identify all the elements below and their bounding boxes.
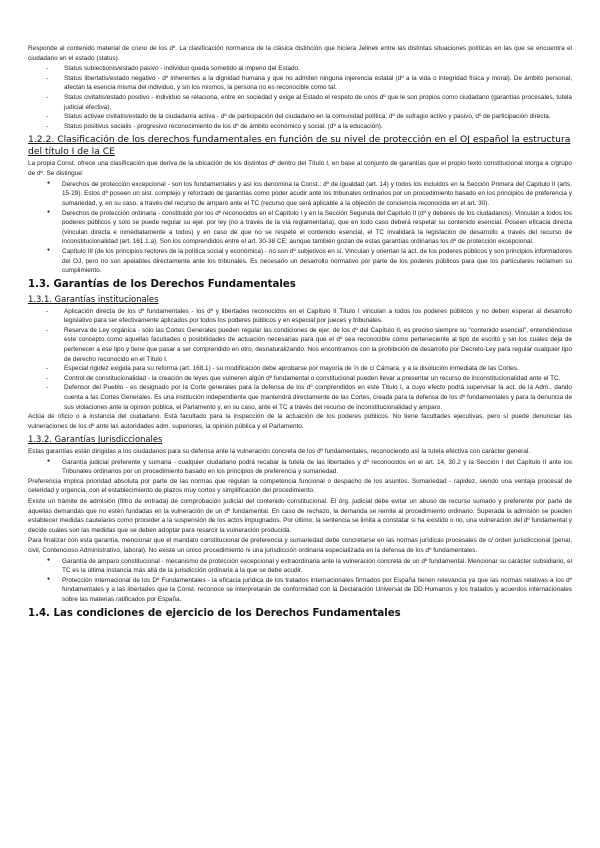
list-item: - Status positivus socialis - progresivo reconocimiento de los dº de ámbito económico y social. (dº a la educación).: [28, 122, 572, 132]
list-item: ● Garantía judicial preferente y sumaria - cualquier ciudadano podrá recabar la tutela de las libertades y dº reconocidos en el art. 14, 30.2 y la Sección I del Capítulo II ante los Tribunales ordinarios por un procedimiento basado en los principios de preferencia y sumariedad.: [28, 458, 572, 477]
list-item: ● Protección internacional de los Dº Fundamentales - la eficacia jurídica de los tratados internacionales firmados por España tienen relevancia ya que las normas relativas a los dº fundamentales y a las libertades que la Const. reconoce se interpretarán de conformidad con la Declaración Universal de DD Humanos y los tratados y acuerdos internacionales sobre las materias ratificados por España.: [28, 576, 572, 605]
list-item: - Control de constitucionalidad - la creación de leyes que vulneren algún dº fundamental o constitucional pueden llevar a presentar un recurso de inconstitucionalidad ante el TC.: [28, 374, 572, 384]
protection-list: [28, 180, 572, 276]
section-paragraph: Actúa de oficio o a instancia del ciudadano. Está facultado para la inspección de la actuación de los poderes públicos. No tiene facultades ejecutivas, pero sí puede denunciar las vulneraciones de los dº ante las autoridades adm. superiores, la opinión pública y el Parlamento.: [28, 413, 572, 430]
list-item: - Status civitatis/estado positivo - individuo se relaciona, entre en sociedad y exige al Estado el respeto de unos dº que le son propios como ciudadano (garantías procesales, tutela judicial efectiva).: [28, 93, 572, 112]
institutional-guarantees-list: [28, 307, 572, 413]
list-item: - Status libertatis/estado negativo - dº inherentes a la dignidad humana y que no admiten ninguna injerencia estatal (dº a la vida o integridad física y moral). De ámbito personal, afectan la esencia misma del individuo, y sin los mismos, la persona no es reconocible como tal.: [28, 74, 572, 93]
list-item: - Aplicación directa de los dº fundamentales - los dº y libertades reconocidos en el Capítulo II Título I vinculan a todos los poderes públicos y no deben esperar al desarrollo legislativo para ser efectivamente aplicados por todos los poderes públicos y en especial por jueces y tribunales.: [28, 307, 572, 326]
section-paragraph: Existe un trámite de admisión (filtro de entrada) de comprobación judicial del contenido constitucional. El órg. judicial debe evitar un abuso de recurso sumario y preferente por parte de aquellas demandas que no estén fundadas en la vulneración de un dº fundamental. En caso de rechazo, la demanda se remite al procedimiento ordinario. Superada la admisión se pueden establecer medidas cautelares como proceder a la suspensión de los actos impugnados. Por último, la sentencia se limita a constatar si ha existido o no, una vulneración del dº fundamental y decide cuáles son las medidas que se deben adoptar para resarcir la vulneración producida.: [28, 498, 572, 534]
section-paragraph: Preferencia implica prioridad absoluta por parte de las normas que regulan la competencia funcional o despacho de los asuntos. Sumariedad - rapidez, siendo una ventaja procesal de celeridad y urgencia, con el establecimiento de plazos muy cortos y simplificación del procedimiento.: [28, 477, 572, 495]
status-list: [28, 64, 572, 131]
list-item: ● Garantía de amparo constitucional - mecanismo de protección excepcional y extraordinaria ante la vulneración concreta de un dº fundamental. Mencionar su carácter subsidiario, el TC es la última instancia más allá de la jurisdicción ordinaria a la que se debe acudir.: [28, 557, 572, 576]
list-item: ● Capítulo III (de los principios rectores de la política social y económica) - no son dº subjetivos en sí. Vinculan y orientan la act. de los poderes públicos y son principios informadores del OJ, pero no son apelables directamente ante los tribunales. Es necesario un desarrollo normativo por parte de los poderes públicos para que los particulares reclamen su cumplimiento.: [28, 247, 572, 276]
list-item: - Status activae civitatis/estado de la ciudadanía activa - dº de participación del ciudadano en la comunidad política: dº de sufragio activo y pasivo, dº de participación directa.: [28, 112, 572, 122]
section-heading-1-3-1: 1.3.1. Garantías institucionales: [28, 294, 159, 305]
list-item: ● Derechos de protección ordinaria - constituido por los dº reconocidos en el Capítulo I y en la Sección Segunda del Capítulo II (dº y deberes de los ciudadanos). Vinculan a todos los poderes públicos y solo se puede regular su ejer. por ley (no a través de la vía reglamentaria), que en todo caso deberá respetar su contenido esencial. Poseen eficacia directa (vinculan directa e inmediatamente a todos) y en caso de que no se respete el contenido esencial, el TC invalidará la legislación de desarrollo a través del recurso de inconstitucionalidad (art. 161.1.a). Son los comprendidos entre el art. 30-38 CE; aunque también gozan de estas garantías ordinarias los dº de protección excepcional.: [28, 209, 572, 247]
list-item: - Defensor del Pueblo - es designado por la Corte generales para la defensa de los dº comprendidos en este Título I, a cuyo efecto podrá supervisar la act. de la Adm., dando cuenta a las Cortes Generales. Es una institución independiente que mantendrá directamente de las Cortes, creada para la defensa de los dº fundamentales y para la denuncia de sus violaciones ante la opinión pública, el Parlamento y, en su caso, ante el TC a través del recurso de inconstitucionalidad y amparo.: [28, 383, 572, 412]
section-heading-1-4: 1.4. Las condiciones de ejercicio de los Derechos Fundamentales: [28, 607, 401, 619]
list-item: ● Derechos de protección excepcional - son los fundamentales y así los denomina la Const.: dº de igualdad (art. 14) y todos los incluidos en la Sección Primera del Capítulo II (arts. 15-29). Estos dº poseen un sist. complejo y reforzado de garantías como poder acudir ante los tribunales ordinarios por un procedimiento basado en los principios de preferencia y sumariedad, y, en su caso, a través del recurso de amparo ante el TC (recurso que será aplicable a la objeción de conciencia reconocida en el art. 30).: [28, 180, 572, 209]
section-heading-1-2-2: 1.2.2. Clasificación de los derechos fundamentales en función de su nivel de protección en el OJ español la estructura del título I de la CE: [28, 134, 571, 157]
list-item: - Reserva de Ley orgánica - sólo las Cortes Generales pueden regular las condiciones de ejer. de los dº del Capítulo II, es preciso siempre su "contenido esencial", entendiéndose este concepto como aquellas facultades o posibilidades de actuación necesarias para que el dº sea reconocible como perteneciente al tipo de escrito y sin los cuales deja de pertenecer a ese tipo y tiene que pasar a ser comprendido en otro, desnaturalizando. Nos encontramos con la prohibición de desarrollo por Decreto-Ley para regular cualquier tipo de derecho reconocido en el Título I.: [28, 326, 572, 364]
section-heading-1-3: 1.3. Garantías de los Derechos Fundamentales: [28, 278, 296, 290]
jurisdictional-guarantees-list: [28, 458, 572, 477]
section-paragraph: La propia Const. ofrece una clasificación que deriva de la ubicación de los distintos dº dentro del Título I, en base al conjunto de garantías que el propio texto constitucional otorga a c/grupo de dº. Se distingue:: [28, 160, 572, 178]
section-heading-1-3-2: 1.3.2. Garantías Jurisdiccionales: [28, 434, 163, 445]
jurisdictional-guarantees-list-2: [28, 557, 572, 605]
list-item: - Status subiectionis/estado pasivo - individuo queda sometido al imperio del Estado.: [28, 64, 572, 74]
intro-paragraph: Responde al contenido material de c/uno de los dº. La clasificación normanca de la clásica distinción que hiciera Jelinek entre las distintas situaciones políticas en las que se encuentra el ciudadano en el estado (status).: [28, 45, 572, 62]
section-paragraph: Estas garantías están dirigidas a los ciudadanos para su defensa ante la vulneración concreta de los dº fundamentales, reconociendo así la tutela efectiva con carácter general.: [28, 447, 531, 455]
section-paragraph: Para finalizar con esta garantía, mencionar que el mandato constitucional de preferencia y sumariedad debe concretarse en las normas jurídicas procesales de c/ orden jurisdiccional (penal, civil, Contencioso Administrativo, laboral). No existe un único procedimiento ni una jurisdicción ordinaria especializada en la defensa de los dº fundamentales.: [28, 537, 572, 555]
list-item: - Especial rigidez exigida para su reforma (art. 168.1) - su modificación debe aprobarse por mayoría de ⅔ de c/ Cámara, y a la disolución inmediata de las Cortes.: [28, 364, 572, 374]
